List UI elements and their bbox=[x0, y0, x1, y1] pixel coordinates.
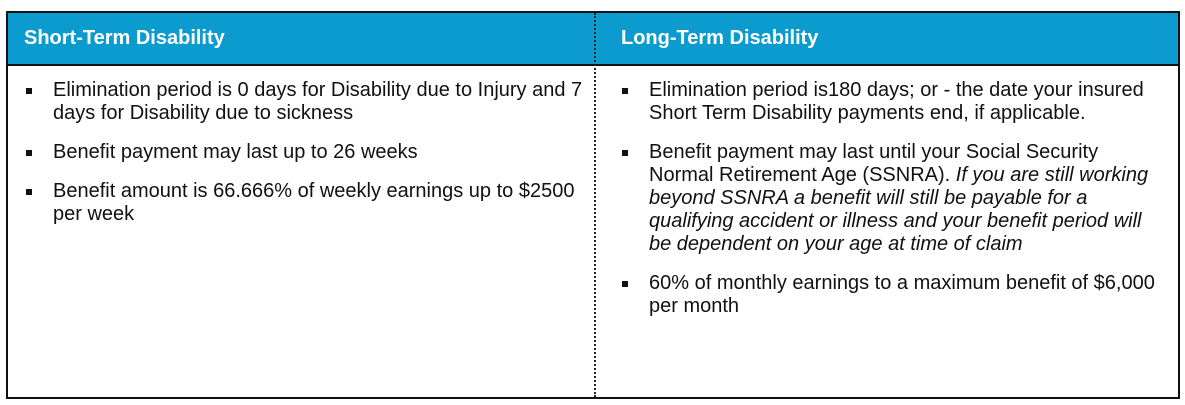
bullet-icon bbox=[622, 88, 628, 94]
list-item bbox=[622, 79, 1167, 125]
disability-comparison-table bbox=[6, 11, 1180, 399]
bullet-icon bbox=[26, 88, 32, 94]
list-item-text: Benefit payment may last up to 26 weeks bbox=[53, 141, 418, 163]
list-item-text: Benefit payment may last until your Social Security Normal Retirement Age (SSNRA). bbox=[649, 141, 1099, 186]
list-item-text: Benefit amount is 66.666% of weekly earnings up to $2500 per week bbox=[53, 180, 575, 225]
long-term-heading: Long-Term Disability bbox=[621, 27, 819, 49]
short-term-heading: Short-Term Disability bbox=[24, 27, 225, 49]
list-item bbox=[26, 141, 586, 164]
list-item-text: Elimination period is180 days; or - the date your insured Short Term Disability payments end, if applicable. bbox=[649, 79, 1144, 124]
list-item bbox=[622, 141, 1167, 256]
long-term-cell bbox=[622, 79, 1167, 334]
long-term-list bbox=[622, 79, 1167, 318]
list-item-italic-text: If you are still working beyond SSNRA a benefit will still be payable for a qualifying accident or illness and your benefit period will be dependent on your age at time of claim bbox=[649, 164, 1149, 255]
bullet-icon bbox=[622, 150, 628, 156]
list-item bbox=[26, 79, 586, 125]
short-term-cell bbox=[26, 79, 586, 242]
bullet-icon bbox=[26, 150, 32, 156]
short-term-list bbox=[26, 79, 586, 226]
list-item bbox=[26, 180, 586, 226]
list-item bbox=[622, 272, 1167, 318]
list-item-text: 60% of monthly earnings to a maximum benefit of $6,000 per month bbox=[649, 272, 1155, 317]
bullet-icon bbox=[26, 189, 32, 195]
column-divider bbox=[594, 13, 596, 397]
list-item-text: Elimination period is 0 days for Disability due to Injury and 7 days for Disability due to sickness bbox=[53, 79, 583, 124]
bullet-icon bbox=[622, 281, 628, 287]
